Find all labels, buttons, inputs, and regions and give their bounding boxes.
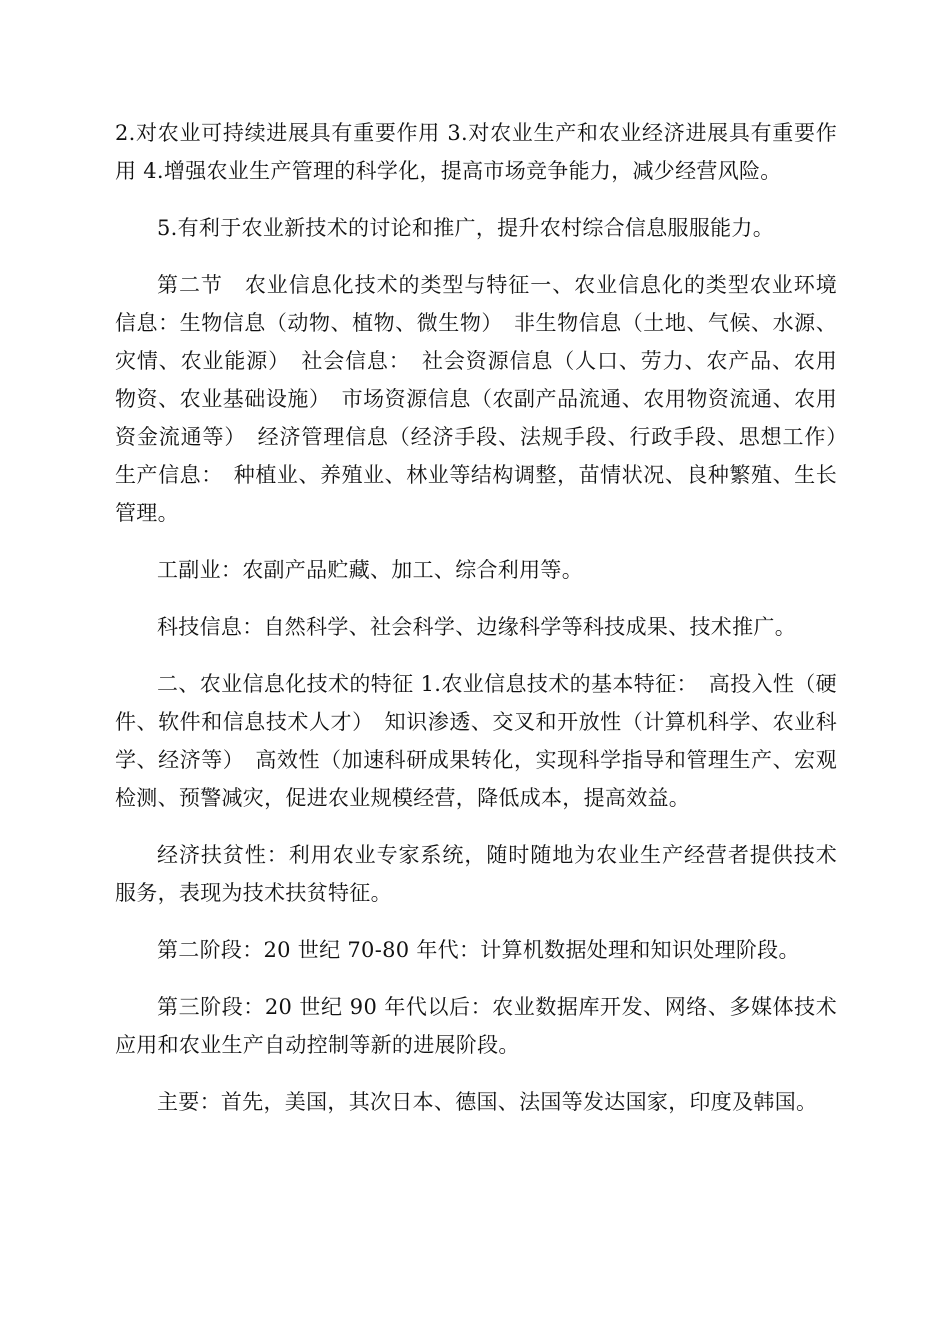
paragraph-7: 经济扶贫性：利用农业专家系统，随时随地为农业生产经营者提供技术服务，表现为技术扶贫特征。: [115, 843, 837, 905]
paragraph-8: 第二阶段：20 世纪 70-80 年代：计算机数据处理和知识处理阶段。: [157, 938, 800, 962]
paragraph-6: 二、农业信息化技术的特征 1.农业信息技术的基本特征： 高投入性（硬件、软件和信息技术人才） 知识渗透、交叉和开放性（计算机科学、农业科学、经济等） 高效性（加速科研成果转化，实现科学指导和管理生产、宏观检测、预警减灾，促进农业规模经营，降低成本，提高效益。: [115, 672, 837, 810]
paragraph-10: 主要：首先，美国，其次日本、德国、法国等发达国家，印度及韩国。: [157, 1090, 818, 1114]
paragraph-2: 5.有利于农业新技术的讨论和推广，提升农村综合信息服服能力。: [157, 216, 775, 240]
paragraph-3: 第二节 农业信息化技术的类型与特征一、农业信息化的类型农业环境信息：生物信息（动物、植物、微生物） 非生物信息（土地、气候、水源、灾情、农业能源） 社会信息： 社会资源信息（人口、劳力、农产品、农用物资、农业基础设施） 市场资源信息（农副产品流通、农用物资流通、农用资金流通等） 经济管理信息（经济手段、法规手段、行政手段、思想工作） 生产信息： 种植业、养殖业、林业等结构调整，苗情状况、良种繁殖、生长管理。: [115, 273, 859, 525]
paragraph-1: 2.对农业可持续进展具有重要作用 3.对农业生产和农业经济进展具有重要作用 4.增强农业生产管理的科学化，提高市场竞争能力，减少经营风险。: [115, 121, 837, 183]
paragraph-9: 第三阶段：20 世纪 90 年代以后：农业数据库开发、网络、多媒体技术应用和农业生产自动控制等新的进展阶段。: [115, 995, 837, 1057]
paragraph-5: 科技信息：自然科学、社会科学、边缘科学等科技成果、技术推广。: [157, 615, 796, 639]
paragraph-4: 工副业：农副产品贮藏、加工、综合利用等。: [157, 558, 583, 582]
document-page: [115, 114, 859, 1140]
